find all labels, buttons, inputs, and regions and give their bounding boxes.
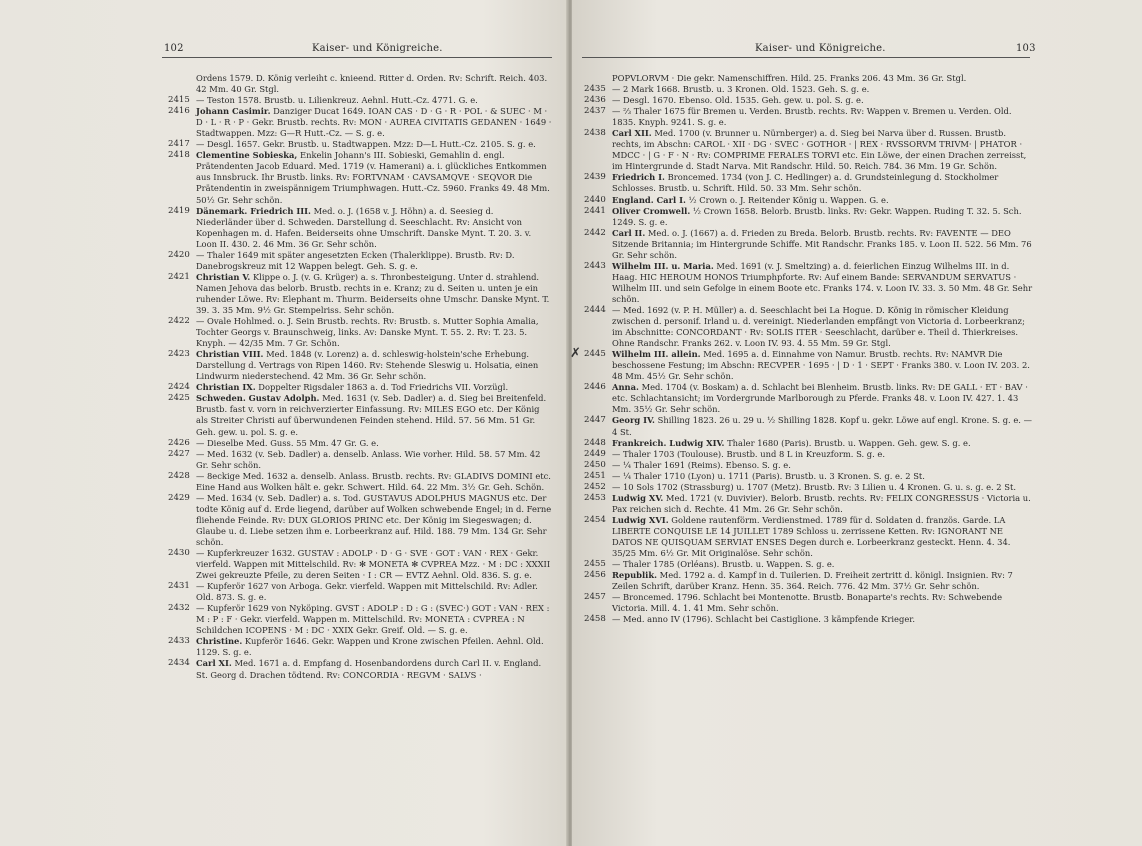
entry-description: Med. o. J. (1658 v. J. Höhn) a. d. Seesieg d. Niederländer über d. Schweden. Darstellung d. Seeschlacht. Rv: Ansicht von Kopenhagen m. d. Hafen. Beiderseits ohne Umschrift. Danske Mynt. T. 20. 3. v. Loon II. 430. 2. 46 Mm. 36 Gr. Sehr schön. [196,205,532,249]
catalog-entry [168,581,552,603]
catalog-entry [584,382,1034,415]
entry-description: — Desgl. 1670. Ebenso. Old. 1535. Geh. gew. u. pol. S. g. e. [612,95,864,106]
ruler-name: Republik. [612,570,658,581]
catalog-entry [584,515,1034,559]
catalog-entry [584,559,1034,570]
lot-number: 2418 [168,150,190,161]
catalog-entry [168,658,552,680]
entry-description: Enkelin Johann's III. Sobieski, Gemahlin d. engl. Prätendenten Jacob Eduard. Med. 1719 (v. Hamerani) a. i. glückliches Entkommen aus Innsbruck. Ihr Brustb. links. Rv: FORTVNAM · CAVSAMQVE · SEQVOR Die Prätendentin in zweispännigem Triumphwagen. Hutt.-Cz. 5960. Franks 49. 48 Mm. 50½ Gr. Sehr schön. [196,150,550,205]
entry-description: — Kupferör 1629 von Nyköping. GVST : ADOLP : D : G : (SVEC·) GOT : VAN · REX : M : P : F · Gekr. vierfeld. Wappen m. Mittelschild. Rv: MONETA : CVPREA : N Schildchen ICOPENS · M : DC · XXIX Gekr. Greif. Old. — S. g. e. [196,603,550,636]
catalog-entry [168,382,552,393]
catalog-entry [584,73,1034,84]
catalog-entry [584,84,1034,95]
catalog-entry [168,471,552,493]
ruler-name: Ludwig XV. [612,492,664,503]
handwritten-mark: ✗ [570,346,581,362]
lot-number: 2451 [584,470,606,481]
lot-number: 2447 [584,415,606,426]
catalog-entry [584,195,1034,206]
lot-number: 2449 [584,448,606,459]
catalog-entry [584,172,1034,194]
right-page [572,0,1142,846]
lot-number: 2416 [168,106,190,117]
entry-description: — ¼ Thaler 1710 (Lyon) u. 1711 (Paris). Brustb. u. 3 Kronen. S. g. e. 2 St. [612,470,925,481]
entry-description: — 8eckige Med. 1632 a. denselb. Anlass. Brustb. rechts. Rv: GLADIVS DOMINI etc. Eine Hand aus Wolken hält e. gekr. Schwert. Hild. 64. 22 Mm. 3½ Gr. Geh. Schön. [196,470,551,492]
catalog-entry [584,438,1034,449]
lot-number: 2426 [168,437,190,448]
lot-number: 2453 [584,492,606,503]
catalog-entry [584,614,1034,625]
lot-number: 2428 [168,470,190,481]
lot-number: 2433 [168,636,190,647]
lot-number: 2446 [584,382,606,393]
entry-description: Shilling 1823. 26 u. 29 u. ½ Shilling 1828. Kopf u. gekr. Löwe auf engl. Krone. S. g. e. — 4 St. [612,415,1032,437]
catalog-entry [584,415,1034,437]
catalog-entry [168,493,552,548]
ruler-name: Carl XI. [196,658,232,669]
ruler-name: Georg IV. [612,415,655,426]
header-rule [582,57,1030,58]
entry-description: — Ovale Hohlmed. o. J. Sein Brustb. rechts. Rv: Brustb. s. Mutter Sophia Amalia, Tochter Georgs v. Braunschweig, links. Av: Danske Mynt. T. 55. 2. Rv: T. 23. 5. Knyph. — 42/35 Mm. 7 Gr. Schön. [196,316,539,349]
entry-description: Med. 1721 (v. Duvivier). Belorb. Brustb. rechts. Rv: FELIX CONGRESSUS · Victoria u. Pax reichen sich d. Rechte. 41 Mm. 26 Gr. Sehr schön. [612,492,1031,514]
entry-description: Med. 1792 a. d. Kampf in d. Tuilerien. D. Freiheit zertritt d. königl. Insignien. Rv: 7 Zeilen Schrift, darüber Kranz. Henn. 35. 364. Reich. 776. 42 Mm. 37½ Gr. Sehr schön. [612,570,1013,592]
ruler-name: Christian V. [196,271,251,282]
left-page [0,0,568,846]
catalog-entry [168,438,552,449]
lot-number: 2417 [168,139,190,150]
entry-description: — Thaler 1703 (Toulouse). Brustb. und 8 L in Kreuzform. S. g. e. [612,448,886,459]
lot-number: 2427 [168,448,190,459]
lot-number: 2434 [168,658,190,669]
lot-number: 2444 [584,304,606,315]
entry-description: — Broncemed. 1796. Schlacht bei Montenotte. Brustb. Bonaparte's rechts. Rv: Schwebende Victoria. Mill. 4. 1. 41 Mm. Sehr schön. [612,592,1003,614]
ruler-name: Clementine Sobieska, [196,150,298,161]
lot-number: 2445 [584,349,606,360]
catalog-entry [584,206,1034,228]
lot-number: 2452 [584,481,606,492]
lot-number: 2436 [584,95,606,106]
ruler-name: Wilhelm III. u. Maria. [612,260,714,271]
entry-description: — Med. anno IV (1796). Schlacht bei Castiglione. 3 kämpfende Krieger. [612,614,915,625]
entry-description: — 2 Mark 1668. Brustb. u. 3 Kronen. Old. 1523. Geh. S. g. e. [612,84,870,95]
catalog-entry [584,305,1034,349]
catalog-entry [168,73,552,95]
lot-number: 2429 [168,492,190,503]
catalog-entry [584,592,1034,614]
entry-description: ½ Crown o. J. Reitender König u. Wappen. G. e. [685,194,889,205]
catalog-entry [168,139,552,150]
entry-description: Med. 1631 (v. Seb. Dadler) a. d. Sieg bei Breitenfeld. Brustb. fast v. vorn in reichverzierter Einfassung. Rv: MILES EGO etc. Der König als Streiter Christi auf überwundenen Feinden stehend. Hild. 57. 56 Mm. 51 Gr. Geh. gew. u. pol. S. g. e. [196,393,547,437]
ruler-name: Friedrich I. [612,172,665,183]
entry-description: ½ Crown 1658. Belorb. Brustb. links. Rv: Gekr. Wappen. Ruding T. 32. 5. Sch. 1249. S. g. e. [612,205,1022,227]
lot-number: 2443 [584,260,606,271]
ruler-name: Wilhelm III. allein. [612,349,701,360]
entry-description: Med. 1691 (v. J. Smeltzing) a. d. feierlichen Einzug Wilhelms III. in d. Haag. HIC HEROUM HONOS Triumphpforte. Rv: Auf einem Bande: SERVANDUM SERVATUS · Wilhelm III. und sein Gefolge in einem Boote etc. Franks 174. v. Loon IV. 33. 3. 50 Mm. 48 Gr. Sehr schön. [612,260,1033,304]
entry-description: — Kupferkreuzer 1632. GUSTAV : ADOLP · D · G · SVE · GOT : VAN · REX · Gekr. vierfeld. Wappen mit Mittelschild. Rv: ✻ MONETA ✻ CVPREA Mzz. · M : DC : XXXII Zwei gekreuzte Pfeile, zu deren Seiten · I : CR — EVTZ Aehnl. Old. 836. S. g. e. [196,548,551,581]
entry-description: — Dieselbe Med. Guss. 55 Mm. 47 Gr. G. e. [196,437,379,448]
lot-number: 2415 [168,95,190,106]
lot-number: 2430 [168,548,190,559]
header-rule [162,57,552,58]
lot-number: 2437 [584,106,606,117]
entry-description: Thaler 1680 (Paris). Brustb. u. Wappen. Geh. gew. S. g. e. [724,437,971,448]
entry-description: Med. 1848 (v. Lorenz) a. d. schleswig-holstein'sche Erhebung. Darstellung d. Vertrags von Ripen 1460. Rv: Stehende Sleswig u. Holsatia, einen Lindwurm niederstechend. 42 Mm. 36 Gr. Sehr schön. [196,349,539,382]
lot-number: 2432 [168,603,190,614]
catalog-entry [584,261,1034,305]
ruler-name: Johann Casimir. [196,106,271,117]
entry-description: Broncemed. 1734 (von J. C. Hedlinger) a. d. Grundsteinlegung d. Stockholmer Schlosses. Brustb. u. Schrift. Hild. 50. 33 Mm. Sehr schön. [612,172,999,194]
catalog-entry [584,460,1034,471]
lot-number: 2448 [584,437,606,448]
entry-description: — Thaler 1785 (Orléans). Brustb. u. Wappen. S. g. e. [612,559,835,570]
lot-number: 2457 [584,592,606,603]
ruler-name: Ludwig XVI. [612,514,669,525]
lot-number: 2423 [168,349,190,360]
lot-number: 2439 [584,172,606,183]
page-number: 102 [164,43,184,54]
ruler-name: Christian VIII. [196,349,264,360]
catalog-entry [168,636,552,658]
lot-number: 2455 [584,559,606,570]
lot-number: 2435 [584,84,606,95]
lot-number: 2440 [584,194,606,205]
lot-number: 2421 [168,271,190,282]
lot-number: 2424 [168,382,190,393]
lot-number: 2442 [584,227,606,238]
lot-number: 2425 [168,393,190,404]
catalog-entry [570,346,1034,382]
catalog-entry [168,206,552,250]
catalog-entry [168,106,552,139]
ruler-name: Frankreich. Ludwig XIV. [612,437,725,448]
catalog-entries [570,73,1034,625]
catalog-entry [584,471,1034,482]
catalog-entry [168,316,552,349]
ruler-name: England. Carl I. [612,194,686,205]
catalog-entries [168,73,552,681]
entry-description: Med. o. J. (1667) a. d. Frieden zu Breda. Belorb. Brustb. rechts. Rv: FAVENTE — DEO Sitzende Britannia; im Hintergrunde Schiffe. Mit Randschr. Franks 185. v. Loon II. 522. 56 Mm. 76 Gr. Sehr schön. [612,227,1032,260]
lot-number: 2441 [584,205,606,216]
entry-description: — Kupferör 1627 von Arboga. Gekr. vierfeld. Wappen mit Mittelschild. Rv: Adler. Old. 873. S. g. e. [196,581,538,603]
lot-number: 2454 [584,514,606,525]
catalog-entry [584,128,1034,172]
lot-number: 2422 [168,316,190,327]
ruler-name: Carl II. [612,227,646,238]
running-title: Kaiser- und Königreiche. [755,43,886,54]
entry-description: — Thaler 1649 mit später angesetzten Ecken (Thalerklippe). Brustb. Rv: D. Danebrogskreuz mit 12 Wappen belegt. Geh. S. g. e. [196,249,515,271]
catalog-entry [168,272,552,316]
catalog-entry [584,449,1034,460]
ruler-name: Carl XII. [612,128,652,139]
entry-description: — ¼ Thaler 1691 (Reims). Ebenso. S. g. e. [612,459,791,470]
entry-description: Goldene rautenförm. Verdienstmed. 1789 für d. Soldaten d. französ. Garde. LA LIBERTE CONQUISE LE 14 JUILLET 1789 Schloss u. zerrissene Ketten. Rv: IGNORANT NE DATOS NE QUISQUAM SERVIAT ENSES Degen durch e. Lorbeerkranz gesteckt. Henn. 4. 34. 35/25 Mm. 6½ Gr. Mit Originalöse. Sehr schön. [612,514,1011,559]
catalog-entry [168,95,552,106]
entry-description: Med. 1695 a. d. Einnahme von Namur. Brustb. rechts. Rv: NAMVR Die beschossene Festung; im Abschn: RECVPER · 1695 · | D · 1 · SEPT · Franks 380. v. Loon IV. 203. 2. 48 Mm. 45½ Gr. Sehr schön. [612,349,1030,382]
entry-description: — 10 Sols 1702 (Strassburg) u. 1707 (Metz). Brustb. Rv: 3 Lilien u. 4 Kronen. G. u. s. g. e. 2 St. [612,481,1016,492]
catalog-entry [168,393,552,437]
entry-description: Danziger Ducat 1649. IOAN CAS · D · G · R · POL · & SUEC · M · D · L · R · P · Gekr. Brustb. rechts. Rv: MON · AUREA CIVITATIS GEDANEN · 1649 · Stadtwappen. Mzz: G—R Hutt.-Cz. — S. g. e. [196,106,552,139]
lot-number: 2456 [584,570,606,581]
lot-number: 2438 [584,128,606,139]
entry-description: — Med. 1632 (v. Seb. Dadler) a. denselb. Anlass. Wie vorher. Hild. 58. 57 Mm. 42 Gr. Sehr schön. [196,448,541,470]
ruler-name: Schweden. Gustav Adolph. [196,393,320,404]
entry-description: — Desgl. 1657. Gekr. Brustb. u. Stadtwappen. Mzz: D—L Hutt.-Cz. 2105. S. g. e. [196,139,536,150]
catalog-entry [168,548,552,581]
catalog-entry [584,482,1034,493]
lot-number: 2458 [584,614,606,625]
running-title: Kaiser- und Königreiche. [312,43,443,54]
catalog-entry [584,106,1034,128]
catalog-entry [168,449,552,471]
catalog-entry [584,570,1034,592]
entry-description: Doppelter Rigsdaler 1863 a. d. Tod Friedrichs VII. Vorzügl. [255,382,509,393]
catalog-entry [168,150,552,205]
catalog-entry [168,603,552,636]
lot-number: 2420 [168,249,190,260]
entry-description: Med. 1704 (v. Boskam) a. d. Schlacht bei Blenheim. Brustb. links. Rv: DE GALL · ET · BAV · etc. Schlachtansicht; im Vordergrunde Marlborough zu Pferde. Franks 48. v. Loon IV. 427. 1. 43 Mm. 35½ Gr. Sehr schön. [612,382,1028,415]
entry-description: — Med. 1634 (v. Seb. Dadler) a. s. Tod. GUSTAVUS ADOLPHUS MAGNUS etc. Der todte König auf d. Erde liegend, darüber auf Wolken schwebende Engel; in d. Ferne fliehende Feinde. Rv: DUX GLORIOS PRINC etc. Der König im Siegeswagen; d. Glaube u. d. Liebe setzen ihm e. Lorbeerkranz auf. Hild. 188. 79 Mm. 134 Gr. Sehr schön. [196,492,552,547]
ruler-name: Christian IX. [196,382,256,393]
entry-description: — ⅔ Thaler 1675 für Bremen u. Verden. Brustb. rechts. Rv: Wappen v. Bremen u. Verden. Old. 1835. Knyph. 9241. S. g. e. [612,106,1012,128]
entry-description: Med. 1700 (v. Brunner u. Nürnberger) a. d. Sieg bei Narva über d. Russen. Brustb. rechts, im Abschn: CAROL · XII · DG · SVEC · GOTHOR · | REX · RVSSORVM TRIVM· | PHATOR · MDCC · | G · F · N · Rv: COMPRIME FERALES TORVI etc. Ein Löwe, der einen Drachen zerreisst, im Hintergrunde d. Stadt Narva. Mit Randschr. Hild. 50. Reich. 784. 36 Mm. 19 Gr. Schön. [612,128,1027,172]
entry-description: Klippe o. J. (v. G. Krüger) a. s. Thronbesteigung. Unter d. strahlend. Namen Jehova das belorb. Brustb. rechts in e. Kranz; zu d. Seiten u. unten je ein ruhender Löwe. Rv: Elephant m. Thurm. Beiderseits ohne Umschr. Danske Mynt. T. 39. 3. 35 Mm. 9½ Gr. Stempelriss. Sehr schön. [196,271,550,315]
catalog-entry [584,95,1034,106]
catalog-entry [584,228,1034,261]
catalog-entry [168,349,552,382]
entry-description: Ordens 1579. D. König verleiht c. knieend. Ritter d. Orden. Rv: Schrift. Reich. 403. 42 Mm. 40 Gr. Stgl. [196,73,548,95]
lot-number: 2431 [168,581,190,592]
catalog-entry [168,250,552,272]
lot-number: 2450 [584,459,606,470]
ruler-name: Dänemark. Friedrich III. [196,205,311,216]
entry-description: — Med. 1692 (v. P. H. Müller) a. d. Seeschlacht bei La Hogue. D. König in römischer Kleidung zwischen d. personif. Irland u. d. vereinigt. Niederlanden empfängt von Victoria d. Lorbeerkranz; im Abschnitte: CONCORDANT · Rv: SOLIS ITER · Seeschlacht, darüber e. Theil d. Thierkreises. Ohne Randschr. Franks 262. v. Loon IV. 93. 4. 55 Mm. 59 Gr. Stgl. [612,304,1025,349]
ruler-name: Anna. [612,382,639,393]
entry-description: — Teston 1578. Brustb. u. Lilienkreuz. Aehnl. Hutt.-Cz. 4771. G. e. [196,95,478,106]
lot-number: 2419 [168,205,190,216]
catalog-entry [584,493,1034,515]
page-number: 103 [1016,43,1036,54]
ruler-name: Oliver Cromwell. [612,205,691,216]
entry-description: POPVLORVM · Die gekr. Namenschiffren. Hild. 25. Franks 206. 43 Mm. 36 Gr. Stgl. [612,73,967,83]
entry-description: Kupferör 1646. Gekr. Wappen und Krone zwischen Pfeilen. Aehnl. Old. 1129. S. g. e. [196,636,544,658]
entry-description: Med. 1671 a. d. Empfang d. Hosenbandordens durch Carl II. v. England. St. Georg d. Drachen tödtend. Rv: CONCORDIA · REGVM · SALVS · [196,658,542,680]
ruler-name: Christine. [196,636,243,647]
